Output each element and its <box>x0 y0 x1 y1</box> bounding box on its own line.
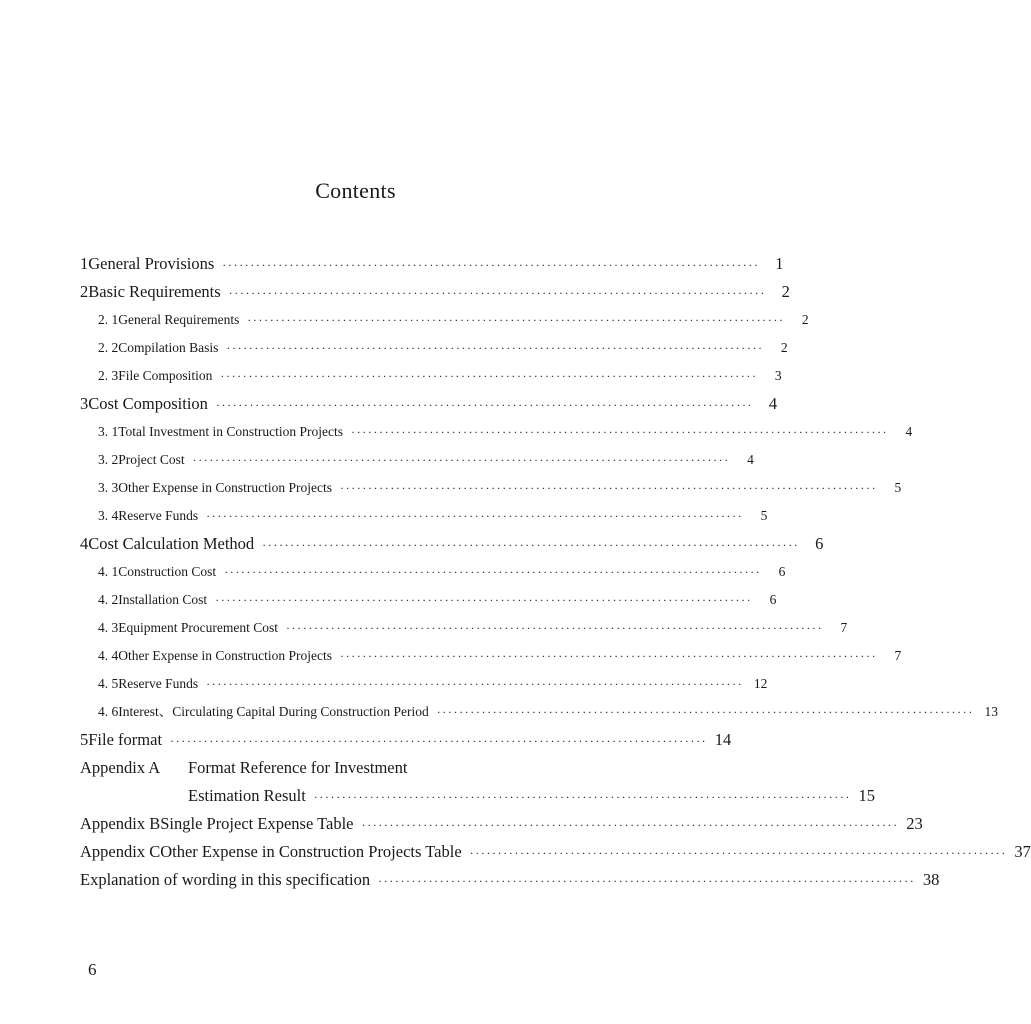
toc-page: 23 <box>906 814 923 833</box>
toc-title: File Composition <box>118 368 213 383</box>
toc-number: 4 <box>80 534 89 553</box>
leader-dots: ································································································ <box>220 369 758 383</box>
leader-dots: ································································································ <box>170 734 708 748</box>
toc-title: Compilation Basis <box>118 340 219 355</box>
toc-page: 1 <box>775 254 784 273</box>
toc-subentry[interactable] <box>80 306 809 334</box>
toc-title: Construction Cost <box>118 564 217 579</box>
leader-dots: ································································································ <box>262 538 800 552</box>
toc-title: Project Cost <box>118 452 185 467</box>
toc-page: 12 <box>753 676 768 691</box>
toc-entry[interactable] <box>80 278 790 306</box>
toc-title: Format Reference for Investment <box>188 758 408 777</box>
toc-number: 2. 1 <box>98 312 119 327</box>
toc-title: Other Expense in Construction Projects Table <box>160 842 462 861</box>
toc-number: 4. 1 <box>98 564 119 579</box>
leader-dots: ································································································ <box>378 874 916 888</box>
toc-page: 5 <box>760 508 768 523</box>
toc-entry[interactable] <box>80 250 784 278</box>
toc-title: Reserve Funds <box>118 508 199 523</box>
leader-dots: ································································································ <box>361 818 899 832</box>
leader-dots: ································································································ <box>351 425 889 439</box>
toc-page: 2 <box>780 340 788 355</box>
leader-dots: ································································································ <box>339 649 878 663</box>
toc-page: 2 <box>781 282 790 301</box>
toc-number: 2. 2 <box>98 340 119 355</box>
toc-page: 7 <box>894 648 902 663</box>
leader-dots: ································································································ <box>228 286 766 300</box>
toc-title: Basic Requirements <box>88 282 221 301</box>
toc-number: 3. 3 <box>98 480 119 495</box>
toc-appendix-label: Appendix A <box>80 758 161 777</box>
leader-dots: ································································································ <box>247 313 785 327</box>
toc-title: Reserve Funds <box>118 676 199 691</box>
toc-page: 4 <box>768 394 778 413</box>
toc-page: 7 <box>840 620 848 635</box>
leader-dots: ································································································ <box>206 509 744 523</box>
leader-dots: ································································································ <box>215 398 754 412</box>
toc-title: Estimation Result <box>188 786 306 805</box>
toc-title: General Requirements <box>118 312 240 327</box>
toc-page: 4 <box>905 424 913 439</box>
leader-dots: ································································································ <box>192 453 730 467</box>
toc-number: 4. 3 <box>98 620 119 635</box>
toc-page: 15 <box>858 786 876 805</box>
toc-number: 4. 2 <box>98 592 119 607</box>
toc-number: 4. 4 <box>98 648 119 663</box>
toc-subentry[interactable] <box>80 418 913 446</box>
toc-title: Cost Calculation Method <box>88 534 255 553</box>
toc-subentry[interactable] <box>80 586 777 614</box>
toc-page: 37 <box>1014 842 1031 861</box>
toc-number: 3. 2 <box>98 452 119 467</box>
leader-dots: ································································································ <box>215 593 753 607</box>
toc-title: General Provisions <box>88 254 215 273</box>
toc-appendix-entry[interactable] <box>80 810 923 838</box>
toc-subentry[interactable] <box>80 698 998 726</box>
toc-entry[interactable] <box>80 866 940 894</box>
toc-title: File format <box>88 730 163 749</box>
toc-entry[interactable] <box>80 390 778 418</box>
page-number: 6 <box>88 960 97 979</box>
toc-number: 2 <box>80 282 89 301</box>
toc-subentry[interactable] <box>80 446 754 474</box>
page-title: Contents <box>315 178 396 203</box>
leader-dots: ································································································ <box>313 790 852 804</box>
leader-dots: ································································································ <box>285 621 824 635</box>
leader-dots: ································································································ <box>206 677 744 691</box>
toc-page: 5 <box>894 480 902 495</box>
toc-page: 14 <box>714 730 732 749</box>
toc-page: 38 <box>922 870 940 889</box>
table-of-contents <box>80 250 1031 894</box>
toc-title: Explanation of wording in this specification <box>80 870 371 889</box>
toc-page: 2 <box>801 312 809 327</box>
toc-page: 4 <box>747 452 754 467</box>
toc-page: 6 <box>769 592 777 607</box>
toc-subentry[interactable] <box>80 334 788 362</box>
leader-dots: ································································································ <box>339 481 878 495</box>
toc-entry[interactable] <box>80 530 824 558</box>
toc-title: Single Project Expense Table <box>160 814 354 833</box>
toc-number: 3. 4 <box>98 508 119 523</box>
toc-page: 6 <box>778 564 786 579</box>
toc-appendix-continuation[interactable] <box>80 782 876 810</box>
toc-number: 4. 6 <box>98 704 119 719</box>
leader-dots: ································································································ <box>226 341 764 355</box>
toc-subentry[interactable] <box>80 558 786 586</box>
toc-number: 1 <box>80 254 89 273</box>
leader-dots: ································································································ <box>224 565 762 579</box>
toc-entry[interactable] <box>80 726 732 754</box>
toc-title: Installation Cost <box>118 592 208 607</box>
toc-number: 5 <box>80 730 89 749</box>
toc-subentry[interactable] <box>80 670 768 698</box>
toc-title: Other Expense in Construction Projects <box>118 480 332 495</box>
toc-subentry[interactable] <box>80 474 902 502</box>
toc-appendix-label: Appendix B <box>80 814 161 833</box>
toc-title: Cost Composition <box>88 394 208 413</box>
toc-number: 3 <box>80 394 89 413</box>
toc-title: Interest、Circulating Capital During Construction Period <box>118 704 429 719</box>
toc-title: Total Investment in Construction Projects <box>118 424 344 439</box>
toc-subentry[interactable] <box>80 642 902 670</box>
toc-subentry[interactable] <box>80 614 848 642</box>
toc-subentry[interactable] <box>80 362 782 390</box>
toc-appendix-label: Appendix C <box>80 842 161 861</box>
leader-dots: ································································································ <box>469 846 1007 860</box>
toc-page: 3 <box>774 368 782 383</box>
toc-number: 2. 3 <box>98 368 119 383</box>
toc-page: 13 <box>984 704 998 719</box>
leader-dots: ································································································ <box>222 258 760 272</box>
toc-subentry[interactable] <box>80 502 768 530</box>
toc-number: 3. 1 <box>98 424 119 439</box>
toc-title: Equipment Procurement Cost <box>118 620 278 635</box>
toc-appendix-entry[interactable] <box>80 754 604 782</box>
toc-appendix-entry[interactable] <box>80 838 1031 866</box>
toc-page: 6 <box>815 534 824 553</box>
leader-dots: ································································································ <box>436 705 974 719</box>
toc-title: Other Expense in Construction Projects <box>118 648 332 663</box>
toc-number: 4. 5 <box>98 676 119 691</box>
